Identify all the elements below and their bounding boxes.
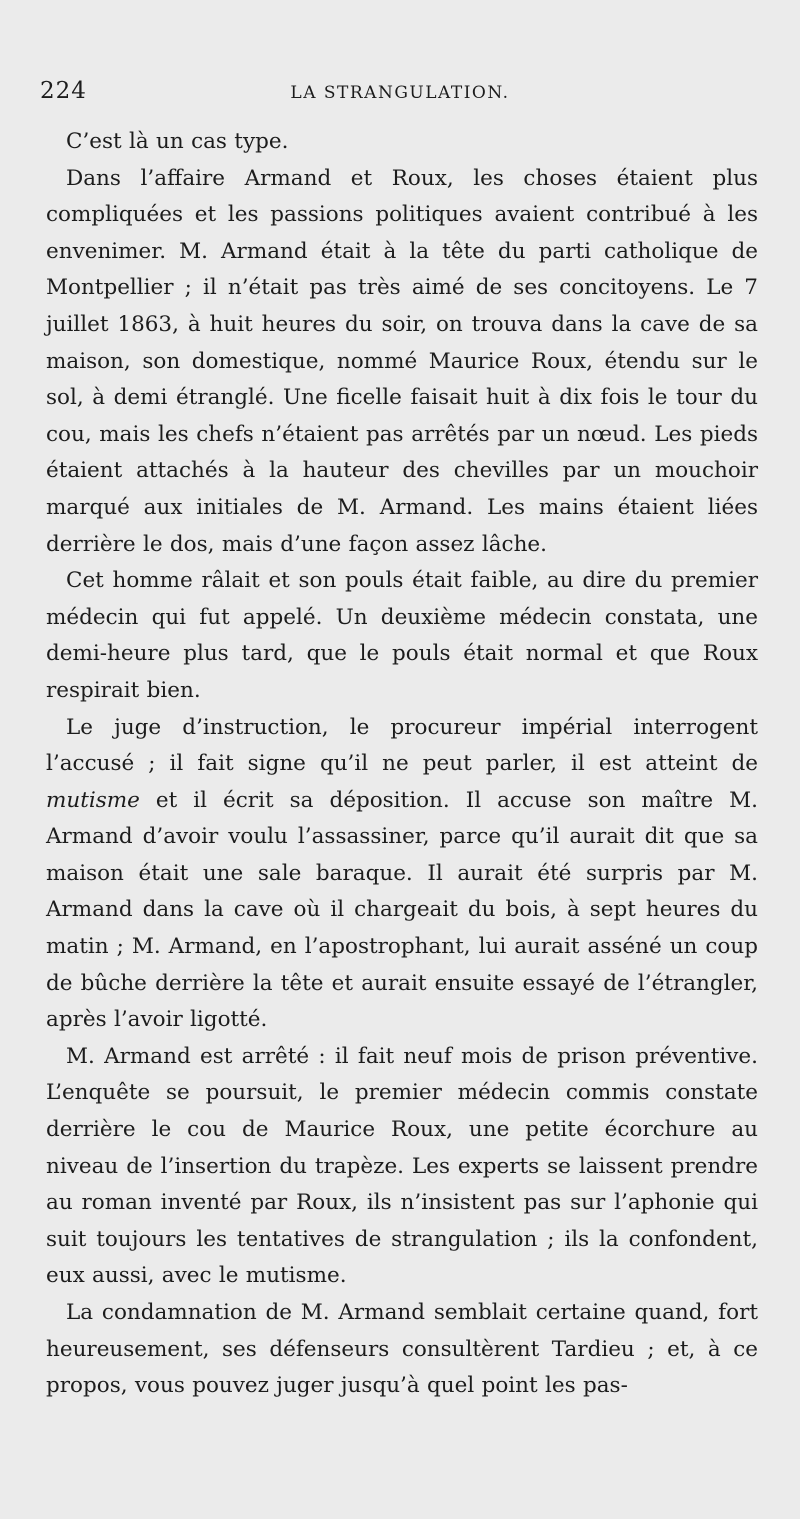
running-title: LA STRANGULATION. (290, 83, 510, 103)
paragraph-case-type: C’est là un cas type. (66, 129, 289, 154)
page-header (40, 78, 760, 114)
paragraph-arrest-inquiry: M. Armand est arrêté : il fait neuf mois de prison préventive. L’enquête se poursuit, le premier médecin commis constate derrière le cou de Maurice Roux, une petite écorchure au niveau de l’insertion du trapèze. Les experts se laissent prendre au roman inventé par Roux, ils n’insistent pas sur l’aphonie qui suit toujours les tentatives de strangulation ; ils la confondent, eux aussi, avec le mutisme. (46, 1043, 758, 1289)
paragraph-armand-roux-affair: Dans l’affaire Armand et Roux, les choses étaient plus compliquées et les passions politiques avaient contribué à les envenimer. M. Armand était à la tête du parti catholique de Montpellier ; il n’était pas très aimé de ses concitoyens. Le 7 juillet 1863, à huit heures du soir, on trouva dans la cave de sa maison, son domestique, nommé Maurice Roux, étendu sur le sol, à demi étranglé. Une ficelle faisait huit à dix fois le tour du cou, mais les chefs n’étaient pas arrêtés par un nœud. Les pieds étaient attachés à la hauteur des chevilles par un mouchoir marqué aux initiales de M. Armand. Les mains étaient liées derrière le dos, mais d’une façon assez lâche. (46, 165, 758, 557)
emphasis-mutisme: mutisme (46, 787, 140, 813)
paragraph-deposition (46, 710, 758, 1039)
paragraph-medical-findings: Cet homme râlait et son pouls était faible, au dire du premier médecin qui fut appelé. Un deuxième médecin constata, une demi-heure plus tard, que le pouls était normal et que Roux respirait bien. (46, 568, 758, 703)
body-text (46, 124, 758, 1405)
deposition-text-before: Le juge d’instruction, le procureur impérial interrogent l’accusé ; il fait signe qu’il ne peut parler, il est atteint de (46, 714, 758, 777)
page-number: 224 (40, 78, 87, 104)
deposition-text-after: et il écrit sa déposition. Il accuse son maître M. Armand d’avoir voulu l’assassiner, parce qu’il aurait dit que sa maison était une sale baraque. Il aurait été surpris par M. Armand dans la cave où il chargeait du bois, à sept heures du matin ; M. Armand, en l’apostrophant, lui aurait asséné un coup de bûche derrière la tête et aurait ensuite essayé de l’étrangler, après l’avoir ligotté. (46, 787, 758, 1033)
paragraph-condemnation: La condamnation de M. Armand semblait certaine quand, fort heureusement, ses défenseurs consultèrent Tardieu ; et, à ce propos, vous pouvez juger jusqu’à quel point les pas- (46, 1300, 758, 1399)
